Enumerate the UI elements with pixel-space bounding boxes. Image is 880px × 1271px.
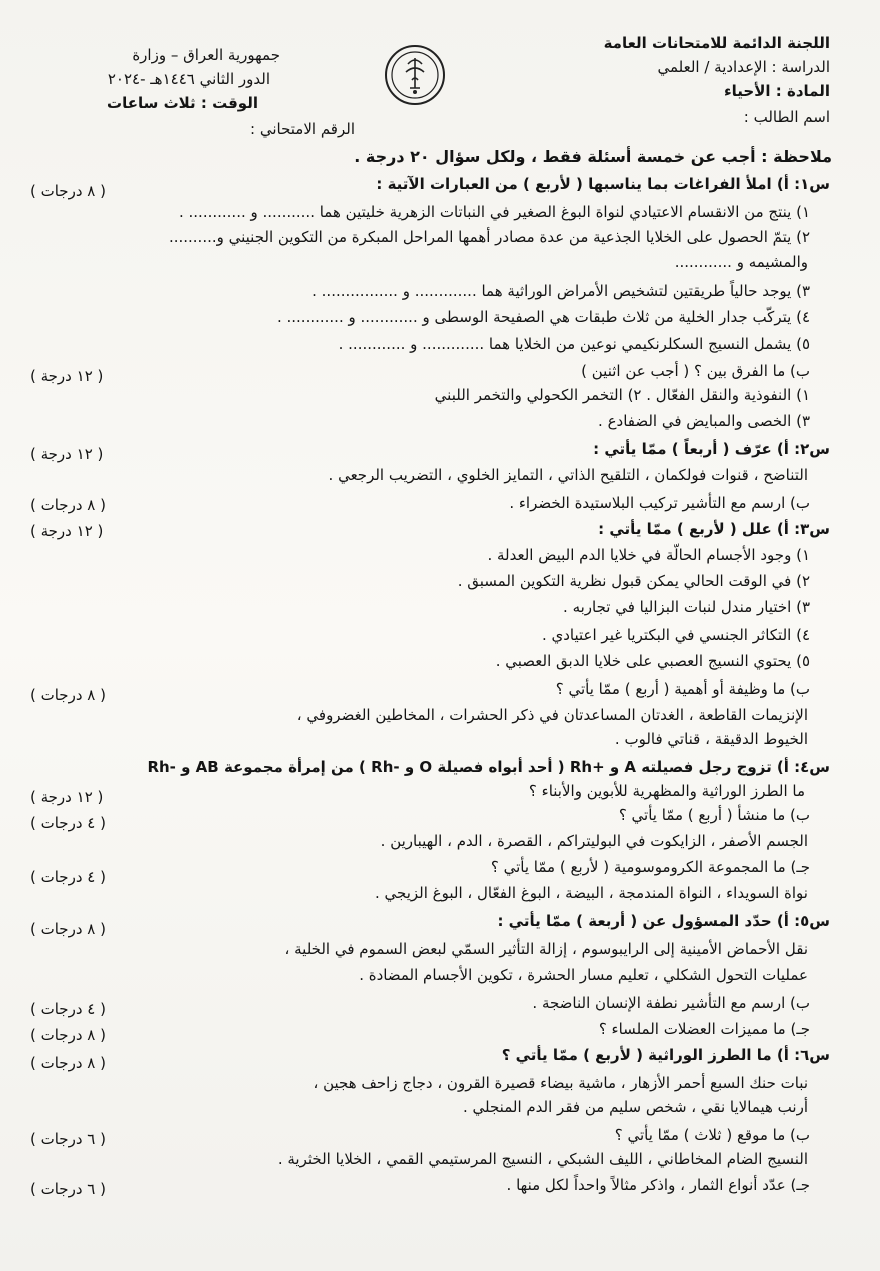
- question-line: س٥: أ) حدّد المسؤول عن ( أربعة ) ممّا يأتي :: [497, 912, 830, 930]
- marks-label: ( ٨ درجات ): [30, 182, 106, 200]
- republic-line: جمهورية العراق – وزارة: [132, 46, 280, 64]
- marks-label: ( ٦ درجات ): [30, 1180, 106, 1198]
- question-line: التناضح ، قنوات فولكمان ، التلقيح الذاتي ، التمايز الخلوي ، التضريب الرجعي .: [328, 466, 808, 484]
- marks-label: ( ١٢ درجة ): [30, 445, 104, 463]
- exam-note: ملاحظة : أجب عن خمسة أسئلة فقط ، ولكل سؤال ٢٠ درجة .: [354, 147, 832, 166]
- question-line: نواة السويداء ، النواة المندمجة ، البيضة ، البوغ الفعّال ، البوغ الزيجي .: [375, 884, 808, 902]
- marks-label: ( ١٢ درجة ): [30, 367, 104, 385]
- question-line: ٣) الخصى والمبايض في الضفادع .: [598, 412, 810, 430]
- marks-label: ( ٨ درجات ): [30, 1026, 106, 1044]
- question-line: نقل الأحماض الأمينية إلى الرايبوسوم ، إزالة التأثير السمّي لبعض السموم في الخلية ،: [284, 940, 808, 958]
- question-line: س٢: أ) عرّف ( أربعاً ) ممّا يأتي :: [593, 440, 830, 458]
- question-line: والمشيمه و ............: [674, 253, 808, 271]
- time-line: الوقت : ثلاث ساعات: [107, 94, 258, 112]
- marks-label: ( ٤ درجات ): [30, 868, 106, 886]
- question-line: ١) ينتج من الانقسام الاعتيادي لنواة البوغ الصغير في النباتات الزهرية خليتين هما ........... و ............ .: [178, 203, 810, 221]
- question-line: س٦: أ) ما الطرز الوراثية ( لأربع ) ممّا يأتي ؟: [501, 1046, 830, 1064]
- question-line: النسيج الضام المخاطاني ، الليف الشبكي ، النسيج المرستيمي القمي ، الخلايا الخثرية .: [277, 1150, 808, 1168]
- marks-label: ( ٨ درجات ): [30, 920, 106, 938]
- study-line: الدراسة : الإعدادية / العلمي: [657, 58, 830, 76]
- question-line: أرنب هيمالايا نقي ، شخص سليم من فقر الدم المنجلي .: [463, 1098, 808, 1116]
- question-line: ٥) يشمل النسيج السكلرنكيمي نوعين من الخلايا هما ............. و ............ .: [338, 335, 810, 353]
- question-line: ٣) اختيار مندل لنبات البزاليا في تجاربه .: [563, 598, 810, 616]
- question-line: ٤) التكاثر الجنسي في البكتريا غير اعتيادي .: [541, 626, 810, 644]
- question-line: ب) ارسم مع التأشير نطفة الإنسان الناضجة .: [532, 994, 810, 1012]
- question-line: ب) ما موقع ( ثلاث ) ممّا يأتي ؟: [614, 1126, 810, 1144]
- question-line: الجسم الأصفر ، الزايكوت في البوليتراكم ، القصرة ، الدم ، الهيبارين .: [380, 832, 808, 850]
- subject-line: المادة : الأحياء: [723, 82, 830, 100]
- question-line: ٤) يتركّب جدار الخلية من ثلاث طبقات هي الصفيحة الوسطى و ............ و ............ .: [276, 308, 810, 326]
- marks-label: ( ١٢ درجة ): [30, 522, 104, 540]
- marks-label: ( ٨ درجات ): [30, 686, 106, 704]
- committee-title: اللجنة الدائمة للامتحانات العامة: [603, 34, 830, 52]
- question-line: ١) وجود الأجسام الحالّة في خلايا الدم البيض العدلة .: [487, 546, 810, 564]
- question-line: ٢) يتمّ الحصول على الخلايا الجذعية من عدة مصادر أهمها المراحل المبكرة من التكوين الجنيني و..........: [168, 228, 810, 246]
- question-line: نبات حنك السبع أحمر الأزهار ، ماشية بيضاء قصيرة القرون ، دجاج زاحف هجين ،: [313, 1074, 808, 1092]
- question-line: ١) النفوذية والنقل الفعّال . ٢) التخمر الكحولي والتخمر اللبني: [434, 386, 810, 404]
- question-line: س٤: أ) تزوج رجل فصيلته A و +Rh ( أحد أبواه فصيلة O و -Rh ) من إمرأة مجموعة AB و -Rh: [147, 758, 830, 776]
- exam-number-label: الرقم الامتحاني :: [250, 120, 355, 138]
- question-line: ما الطرز الوراثية والمظهرية للأبوين والأبناء ؟: [528, 782, 805, 800]
- marks-label: ( ٦ درجات ): [30, 1130, 106, 1148]
- marks-label: ( ١٢ درجة ): [30, 788, 104, 806]
- question-line: ب) ارسم مع التأشير تركيب البلاستيدة الخضراء .: [509, 494, 810, 512]
- marks-label: ( ٤ درجات ): [30, 814, 106, 832]
- student-name-label: اسم الطالب :: [743, 108, 830, 126]
- question-line: عمليات التحول الشكلي ، تعليم مسار الحشرة ، تكوين الأجسام المضادة .: [359, 966, 808, 984]
- question-line: الخيوط الدقيقة ، قناتي فالوب .: [614, 730, 808, 748]
- question-line: ب) ما منشأ ( أربع ) ممّا يأتي ؟: [618, 806, 810, 824]
- ministry-emblem-icon: [384, 44, 446, 106]
- question-line: ب) ما وظيفة أو أهمية ( أربع ) ممّا يأتي ؟: [555, 680, 810, 698]
- question-line: س٣: أ) علل ( لأربع ) ممّا يأتي :: [598, 520, 830, 538]
- question-line: ب) ما الفرق بين ؟ ( أجب عن اثنين ): [581, 362, 810, 380]
- question-line: ٥) يحتوي النسيج العصبي على خلايا الدبق العصبي .: [495, 652, 810, 670]
- marks-label: ( ٤ درجات ): [30, 1000, 106, 1018]
- question-line: جـ) عدّد أنواع الثمار ، واذكر مثالاً واحداً لكل منها .: [506, 1176, 810, 1194]
- question-line: جـ) ما المجموعة الكروموسومية ( لأربع ) ممّا يأتي ؟: [490, 858, 810, 876]
- question-line: ٣) يوجد حالياً طريقتين لتشخيص الأمراض الوراثية هما ............. و ................ .: [312, 282, 810, 300]
- marks-label: ( ٨ درجات ): [30, 1054, 106, 1072]
- question-line: جـ) ما مميزات العضلات الملساء ؟: [598, 1020, 810, 1038]
- question-line: س١: أ) املأ الفراغات بما يناسبها ( لأربع ) من العبارات الآتية :: [376, 175, 830, 193]
- round-line: الدور الثاني ١٤٤٦هـ -٢٠٢٤: [107, 70, 270, 88]
- marks-label: ( ٨ درجات ): [30, 496, 106, 514]
- question-line: الإنزيمات القاطعة ، الغدتان المساعدتان في ذكر الحشرات ، المخاطين الغضروفي ،: [296, 706, 808, 724]
- question-line: ٢) في الوقت الحالي يمكن قبول نظرية التكوين المسبق .: [457, 572, 810, 590]
